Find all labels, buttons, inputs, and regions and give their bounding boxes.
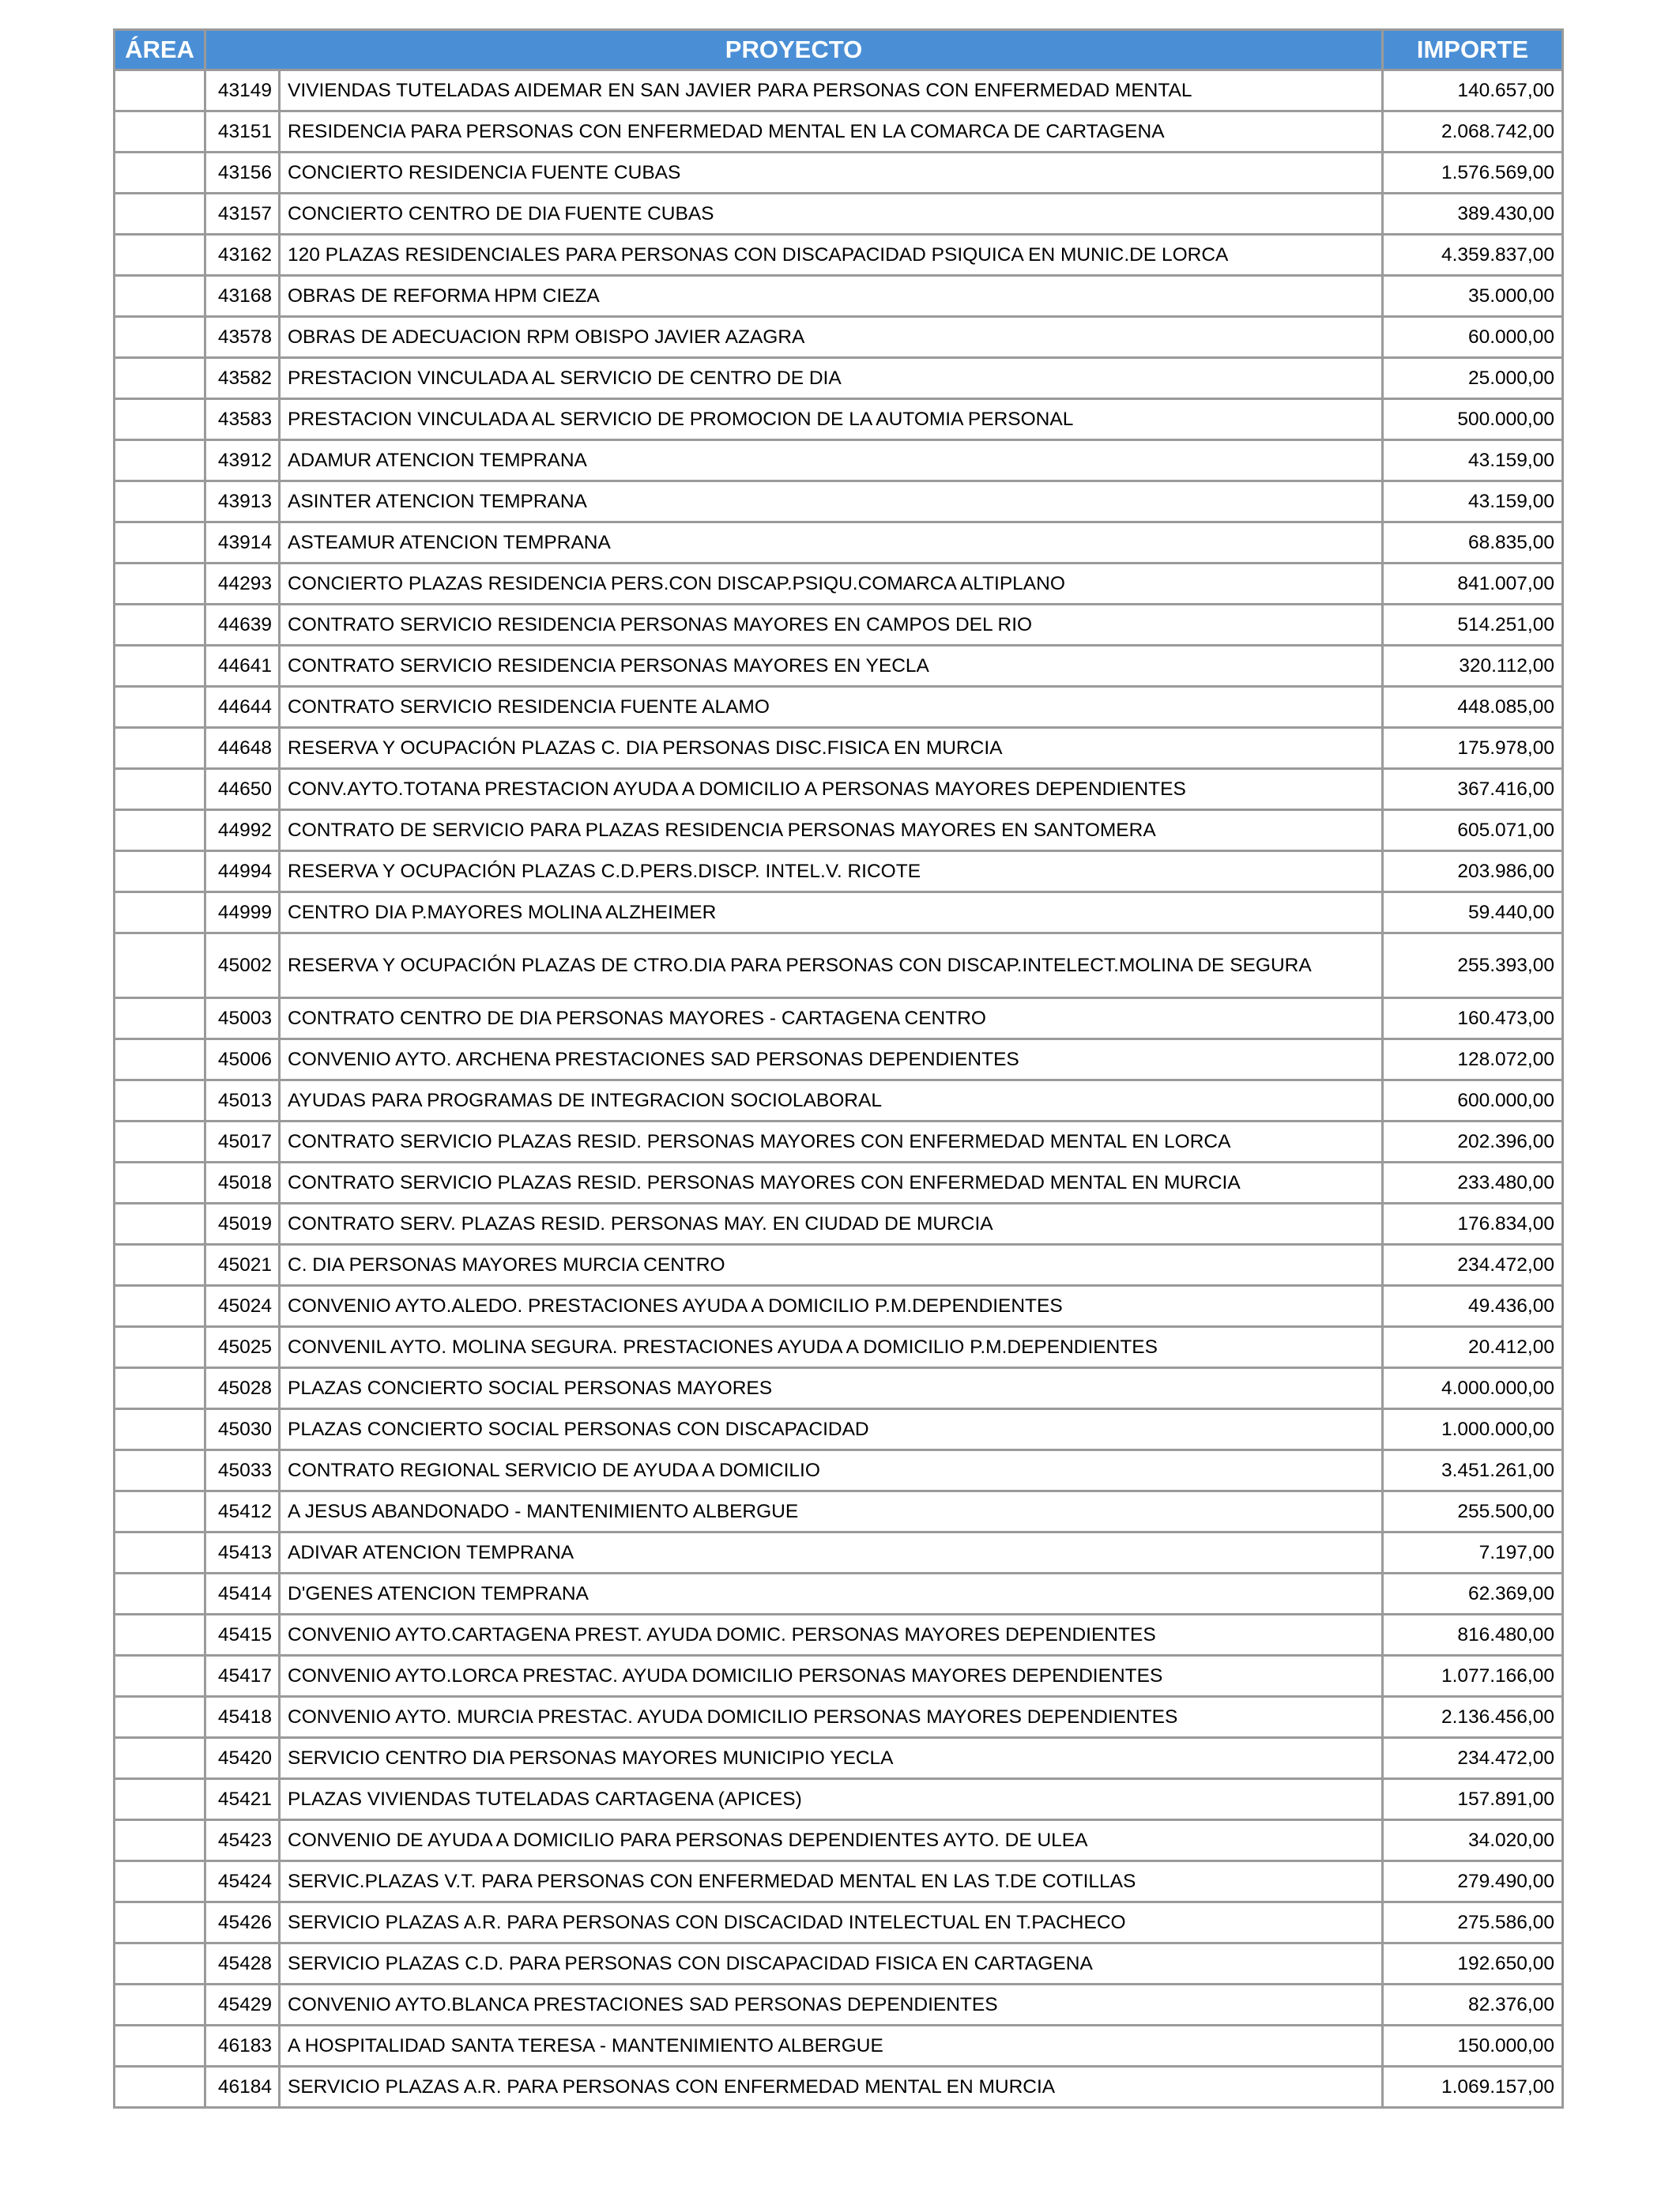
table-row [115, 1491, 1563, 1532]
area-cell [115, 1985, 205, 2026]
project-code: 45428 [205, 1943, 280, 1985]
area-cell [115, 1450, 205, 1491]
area-cell [115, 892, 205, 933]
project-name: RESERVA Y OCUPACIÓN PLAZAS C.D.PERS.DISCP. INTEL.V. RICOTE [280, 851, 1383, 892]
project-amount: 367.416,00 [1383, 769, 1563, 810]
area-cell [115, 1902, 205, 1943]
table-row [115, 1122, 1563, 1163]
project-name: CONCIERTO CENTRO DE DIA FUENTE CUBAS [280, 194, 1383, 235]
project-name: CONVENIO AYTO.ALEDO. PRESTACIONES AYUDA A DOMICILIO P.M.DEPENDIENTES [280, 1286, 1383, 1327]
area-cell [115, 1286, 205, 1327]
project-name: SERVICIO CENTRO DIA PERSONAS MAYORES MUNICIPIO YECLA [280, 1738, 1383, 1779]
project-code: 46184 [205, 2067, 280, 2108]
project-amount: 140.657,00 [1383, 70, 1563, 111]
project-amount: 43.159,00 [1383, 440, 1563, 481]
project-name: CONTRATO SERVICIO RESIDENCIA PERSONAS MAYORES EN CAMPOS DEL RIO [280, 605, 1383, 646]
area-cell [115, 1409, 205, 1450]
project-code: 43913 [205, 481, 280, 522]
project-code: 45021 [205, 1245, 280, 1286]
project-name: CONTRATO SERVICIO RESIDENCIA FUENTE ALAMO [280, 687, 1383, 728]
project-name: RESERVA Y OCUPACIÓN PLAZAS DE CTRO.DIA PARA PERSONAS CON DISCAP.INTELECT.MOLINA DE SEGURA [280, 933, 1383, 998]
area-cell [115, 1574, 205, 1615]
project-name: ASTEAMUR ATENCION TEMPRANA [280, 522, 1383, 564]
budget-table [113, 28, 1564, 2109]
project-code: 45412 [205, 1491, 280, 1532]
project-amount: 2.136.456,00 [1383, 1697, 1563, 1738]
project-name: CONTRATO SERVICIO PLAZAS RESID. PERSONAS MAYORES CON ENFERMEDAD MENTAL EN MURCIA [280, 1163, 1383, 1204]
project-amount: 234.472,00 [1383, 1245, 1563, 1286]
table-row [115, 892, 1563, 933]
project-code: 43149 [205, 70, 280, 111]
project-amount: 1.576.569,00 [1383, 153, 1563, 194]
table-row [115, 358, 1563, 399]
project-code: 45002 [205, 933, 280, 998]
project-code: 43151 [205, 111, 280, 153]
project-code: 44994 [205, 851, 280, 892]
table-row [115, 153, 1563, 194]
area-cell [115, 1245, 205, 1286]
table-row [115, 1615, 1563, 1656]
area-cell [115, 646, 205, 687]
table-row [115, 1039, 1563, 1080]
project-name: CONTRATO CENTRO DE DIA PERSONAS MAYORES - CARTAGENA CENTRO [280, 998, 1383, 1039]
project-code: 45421 [205, 1779, 280, 1820]
project-code: 43157 [205, 194, 280, 235]
table-row [115, 1163, 1563, 1204]
table-row [115, 194, 1563, 235]
table-row [115, 564, 1563, 605]
table-body [115, 70, 1563, 2108]
project-name: ADIVAR ATENCION TEMPRANA [280, 1532, 1383, 1574]
area-cell [115, 2067, 205, 2108]
table-row [115, 235, 1563, 276]
project-name: CONCIERTO RESIDENCIA FUENTE CUBAS [280, 153, 1383, 194]
area-cell [115, 1779, 205, 1820]
project-amount: 34.020,00 [1383, 1820, 1563, 1861]
project-code: 45413 [205, 1532, 280, 1574]
table-row [115, 851, 1563, 892]
area-cell [115, 1491, 205, 1532]
area-cell [115, 810, 205, 851]
project-code: 45426 [205, 1902, 280, 1943]
area-cell [115, 998, 205, 1039]
project-name: RESERVA Y OCUPACIÓN PLAZAS C. DIA PERSONAS DISC.FISICA EN MURCIA [280, 728, 1383, 769]
table-row [115, 687, 1563, 728]
header-proyecto: PROYECTO [205, 30, 1383, 70]
project-code: 43583 [205, 399, 280, 440]
project-code: 45006 [205, 1039, 280, 1080]
area-cell [115, 153, 205, 194]
area-cell [115, 1122, 205, 1163]
area-cell [115, 1327, 205, 1368]
table-row [115, 769, 1563, 810]
area-cell [115, 1615, 205, 1656]
project-name: CONVENIO AYTO.CARTAGENA PREST. AYUDA DOMIC. PERSONAS MAYORES DEPENDIENTES [280, 1615, 1383, 1656]
project-code: 43168 [205, 276, 280, 317]
project-amount: 389.430,00 [1383, 194, 1563, 235]
table-row [115, 1902, 1563, 1943]
project-amount: 20.412,00 [1383, 1327, 1563, 1368]
area-cell [115, 1080, 205, 1122]
area-cell [115, 1861, 205, 1902]
area-cell [115, 564, 205, 605]
project-amount: 59.440,00 [1383, 892, 1563, 933]
project-name: CONVENIO DE AYUDA A DOMICILIO PARA PERSONAS DEPENDIENTES AYTO. DE ULEA [280, 1820, 1383, 1861]
project-name: C. DIA PERSONAS MAYORES MURCIA CENTRO [280, 1245, 1383, 1286]
project-code: 45417 [205, 1656, 280, 1697]
header-row [115, 30, 1563, 70]
project-amount: 203.986,00 [1383, 851, 1563, 892]
area-cell [115, 728, 205, 769]
project-name: A HOSPITALIDAD SANTA TERESA - MANTENIMIENTO ALBERGUE [280, 2026, 1383, 2067]
project-name: CONTRATO SERVICIO PLAZAS RESID. PERSONAS MAYORES CON ENFERMEDAD MENTAL EN LORCA [280, 1122, 1383, 1163]
project-code: 44644 [205, 687, 280, 728]
table-row [115, 1779, 1563, 1820]
project-code: 45033 [205, 1450, 280, 1491]
table-row [115, 522, 1563, 564]
project-amount: 605.071,00 [1383, 810, 1563, 851]
project-name: 120 PLAZAS RESIDENCIALES PARA PERSONAS CON DISCAPACIDAD PSIQUICA EN MUNIC.DE LORCA [280, 235, 1383, 276]
table-row [115, 1943, 1563, 1985]
project-name: AYUDAS PARA PROGRAMAS DE INTEGRACION SOCIOLABORAL [280, 1080, 1383, 1122]
area-cell [115, 194, 205, 235]
project-name: CONVENIL AYTO. MOLINA SEGURA. PRESTACIONES AYUDA A DOMICILIO P.M.DEPENDIENTES [280, 1327, 1383, 1368]
project-name: SERVICIO PLAZAS A.R. PARA PERSONAS CON DISCACIDAD INTELECTUAL EN T.PACHECO [280, 1902, 1383, 1943]
project-amount: 49.436,00 [1383, 1286, 1563, 1327]
project-amount: 82.376,00 [1383, 1985, 1563, 2026]
project-name: CONVENIO AYTO. ARCHENA PRESTACIONES SAD PERSONAS DEPENDIENTES [280, 1039, 1383, 1080]
project-code: 45025 [205, 1327, 280, 1368]
project-name: CONVENIO AYTO. MURCIA PRESTAC. AYUDA DOMICILIO PERSONAS MAYORES DEPENDIENTES [280, 1697, 1383, 1738]
project-code: 44999 [205, 892, 280, 933]
area-cell [115, 851, 205, 892]
project-name: PLAZAS CONCIERTO SOCIAL PERSONAS CON DISCAPACIDAD [280, 1409, 1383, 1450]
project-name: SERVIC.PLAZAS V.T. PARA PERSONAS CON ENFERMEDAD MENTAL EN LAS T.DE COTILLAS [280, 1861, 1383, 1902]
table-row [115, 2026, 1563, 2067]
area-cell [115, 1039, 205, 1080]
project-amount: 128.072,00 [1383, 1039, 1563, 1080]
project-amount: 234.472,00 [1383, 1738, 1563, 1779]
project-code: 43912 [205, 440, 280, 481]
area-cell [115, 1738, 205, 1779]
project-name: VIVIENDAS TUTELADAS AIDEMAR EN SAN JAVIER PARA PERSONAS CON ENFERMEDAD MENTAL [280, 70, 1383, 111]
table-row [115, 1861, 1563, 1902]
table-row [115, 1204, 1563, 1245]
project-name: SERVICIO PLAZAS A.R. PARA PERSONAS CON ENFERMEDAD MENTAL EN MURCIA [280, 2067, 1383, 2108]
area-cell [115, 276, 205, 317]
project-amount: 175.978,00 [1383, 728, 1563, 769]
area-cell [115, 317, 205, 358]
project-code: 45003 [205, 998, 280, 1039]
table-row [115, 1450, 1563, 1491]
area-cell [115, 522, 205, 564]
project-code: 43578 [205, 317, 280, 358]
project-amount: 157.891,00 [1383, 1779, 1563, 1820]
project-code: 44641 [205, 646, 280, 687]
table-row [115, 1409, 1563, 1450]
table-row [115, 1368, 1563, 1409]
project-name: CONTRATO REGIONAL SERVICIO DE AYUDA A DOMICILIO [280, 1450, 1383, 1491]
project-amount: 43.159,00 [1383, 481, 1563, 522]
project-code: 45429 [205, 1985, 280, 2026]
table-row [115, 646, 1563, 687]
project-code: 43162 [205, 235, 280, 276]
area-cell [115, 1204, 205, 1245]
table-row [115, 111, 1563, 153]
project-code: 44992 [205, 810, 280, 851]
project-code: 43582 [205, 358, 280, 399]
project-code: 45018 [205, 1163, 280, 1204]
project-name: CONTRATO DE SERVICIO PARA PLAZAS RESIDENCIA PERSONAS MAYORES EN SANTOMERA [280, 810, 1383, 851]
project-amount: 60.000,00 [1383, 317, 1563, 358]
project-code: 45414 [205, 1574, 280, 1615]
area-cell [115, 1697, 205, 1738]
table-row [115, 276, 1563, 317]
project-amount: 4.359.837,00 [1383, 235, 1563, 276]
table-row [115, 1327, 1563, 1368]
area-cell [115, 111, 205, 153]
project-name: CENTRO DIA P.MAYORES MOLINA ALZHEIMER [280, 892, 1383, 933]
area-cell [115, 70, 205, 111]
project-amount: 514.251,00 [1383, 605, 1563, 646]
area-cell [115, 399, 205, 440]
project-amount: 255.393,00 [1383, 933, 1563, 998]
project-amount: 1.000.000,00 [1383, 1409, 1563, 1450]
project-amount: 3.451.261,00 [1383, 1450, 1563, 1491]
project-name: D'GENES ATENCION TEMPRANA [280, 1574, 1383, 1615]
project-amount: 62.369,00 [1383, 1574, 1563, 1615]
table-row [115, 1985, 1563, 2026]
table-row [115, 810, 1563, 851]
table-row [115, 399, 1563, 440]
project-code: 45017 [205, 1122, 280, 1163]
project-code: 45418 [205, 1697, 280, 1738]
area-cell [115, 358, 205, 399]
project-amount: 275.586,00 [1383, 1902, 1563, 1943]
header-importe: IMPORTE [1383, 30, 1563, 70]
project-code: 45024 [205, 1286, 280, 1327]
project-code: 45028 [205, 1368, 280, 1409]
table-row [115, 317, 1563, 358]
table-row [115, 1080, 1563, 1122]
project-name: PLAZAS CONCIERTO SOCIAL PERSONAS MAYORES [280, 1368, 1383, 1409]
area-cell [115, 2026, 205, 2067]
project-name: CONCIERTO PLAZAS RESIDENCIA PERS.CON DISCAP.PSIQU.COMARCA ALTIPLANO [280, 564, 1383, 605]
project-amount: 2.068.742,00 [1383, 111, 1563, 153]
project-code: 45423 [205, 1820, 280, 1861]
table-row [115, 728, 1563, 769]
project-code: 45415 [205, 1615, 280, 1656]
project-amount: 192.650,00 [1383, 1943, 1563, 1985]
project-amount: 1.069.157,00 [1383, 2067, 1563, 2108]
project-code: 43914 [205, 522, 280, 564]
project-code: 44650 [205, 769, 280, 810]
project-amount: 4.000.000,00 [1383, 1368, 1563, 1409]
area-cell [115, 769, 205, 810]
project-code: 44648 [205, 728, 280, 769]
table-row [115, 998, 1563, 1039]
project-amount: 600.000,00 [1383, 1080, 1563, 1122]
table-row [115, 605, 1563, 646]
project-code: 44293 [205, 564, 280, 605]
table-row [115, 1574, 1563, 1615]
area-cell [115, 1532, 205, 1574]
table-row [115, 1532, 1563, 1574]
project-amount: 816.480,00 [1383, 1615, 1563, 1656]
project-name: CONVENIO AYTO.LORCA PRESTAC. AYUDA DOMICILIO PERSONAS MAYORES DEPENDIENTES [280, 1656, 1383, 1697]
area-cell [115, 440, 205, 481]
project-amount: 150.000,00 [1383, 2026, 1563, 2067]
project-code: 44639 [205, 605, 280, 646]
area-cell [115, 687, 205, 728]
table-row [115, 440, 1563, 481]
area-cell [115, 235, 205, 276]
project-code: 45424 [205, 1861, 280, 1902]
project-name: OBRAS DE ADECUACION RPM OBISPO JAVIER AZAGRA [280, 317, 1383, 358]
table-row [115, 1820, 1563, 1861]
project-name: A JESUS ABANDONADO - MANTENIMIENTO ALBERGUE [280, 1491, 1383, 1532]
project-amount: 255.500,00 [1383, 1491, 1563, 1532]
table-row [115, 1245, 1563, 1286]
project-amount: 176.834,00 [1383, 1204, 1563, 1245]
project-amount: 202.396,00 [1383, 1122, 1563, 1163]
project-amount: 500.000,00 [1383, 399, 1563, 440]
table-row [115, 481, 1563, 522]
table-row [115, 1656, 1563, 1697]
project-code: 45013 [205, 1080, 280, 1122]
project-amount: 841.007,00 [1383, 564, 1563, 605]
project-amount: 25.000,00 [1383, 358, 1563, 399]
area-cell [115, 1820, 205, 1861]
project-amount: 320.112,00 [1383, 646, 1563, 687]
area-cell [115, 933, 205, 998]
project-name: SERVICIO PLAZAS C.D. PARA PERSONAS CON DISCAPACIDAD FISICA EN CARTAGENA [280, 1943, 1383, 1985]
area-cell [115, 605, 205, 646]
project-code: 45030 [205, 1409, 280, 1450]
header-area: ÁREA [115, 30, 205, 70]
project-name: ASINTER ATENCION TEMPRANA [280, 481, 1383, 522]
project-code: 45420 [205, 1738, 280, 1779]
project-amount: 1.077.166,00 [1383, 1656, 1563, 1697]
project-amount: 35.000,00 [1383, 276, 1563, 317]
project-amount: 448.085,00 [1383, 687, 1563, 728]
project-name: CONTRATO SERVICIO RESIDENCIA PERSONAS MAYORES EN YECLA [280, 646, 1383, 687]
project-amount: 279.490,00 [1383, 1861, 1563, 1902]
table-row [115, 1738, 1563, 1779]
project-amount: 160.473,00 [1383, 998, 1563, 1039]
area-cell [115, 1368, 205, 1409]
table-row [115, 933, 1563, 998]
project-amount: 7.197,00 [1383, 1532, 1563, 1574]
project-name: PRESTACION VINCULADA AL SERVICIO DE CENTRO DE DIA [280, 358, 1383, 399]
table-row [115, 2067, 1563, 2108]
project-name: PLAZAS VIVIENDAS TUTELADAS CARTAGENA (APICES) [280, 1779, 1383, 1820]
area-cell [115, 1943, 205, 1985]
table-row [115, 70, 1563, 111]
table-row [115, 1286, 1563, 1327]
table-row [115, 1697, 1563, 1738]
area-cell [115, 1656, 205, 1697]
project-name: CONTRATO SERV. PLAZAS RESID. PERSONAS MAY. EN CIUDAD DE MURCIA [280, 1204, 1383, 1245]
area-cell [115, 481, 205, 522]
project-name: CONVENIO AYTO.BLANCA PRESTACIONES SAD PERSONAS DEPENDIENTES [280, 1985, 1383, 2026]
project-amount: 233.480,00 [1383, 1163, 1563, 1204]
project-name: OBRAS DE REFORMA HPM CIEZA [280, 276, 1383, 317]
project-amount: 68.835,00 [1383, 522, 1563, 564]
project-code: 45019 [205, 1204, 280, 1245]
area-cell [115, 1163, 205, 1204]
project-code: 46183 [205, 2026, 280, 2067]
project-name: CONV.AYTO.TOTANA PRESTACION AYUDA A DOMICILIO A PERSONAS MAYORES DEPENDIENTES [280, 769, 1383, 810]
project-code: 43156 [205, 153, 280, 194]
project-name: PRESTACION VINCULADA AL SERVICIO DE PROMOCION DE LA AUTOMIA PERSONAL [280, 399, 1383, 440]
project-name: ADAMUR ATENCION TEMPRANA [280, 440, 1383, 481]
project-name: RESIDENCIA PARA PERSONAS CON ENFERMEDAD MENTAL EN LA COMARCA DE CARTAGENA [280, 111, 1383, 153]
